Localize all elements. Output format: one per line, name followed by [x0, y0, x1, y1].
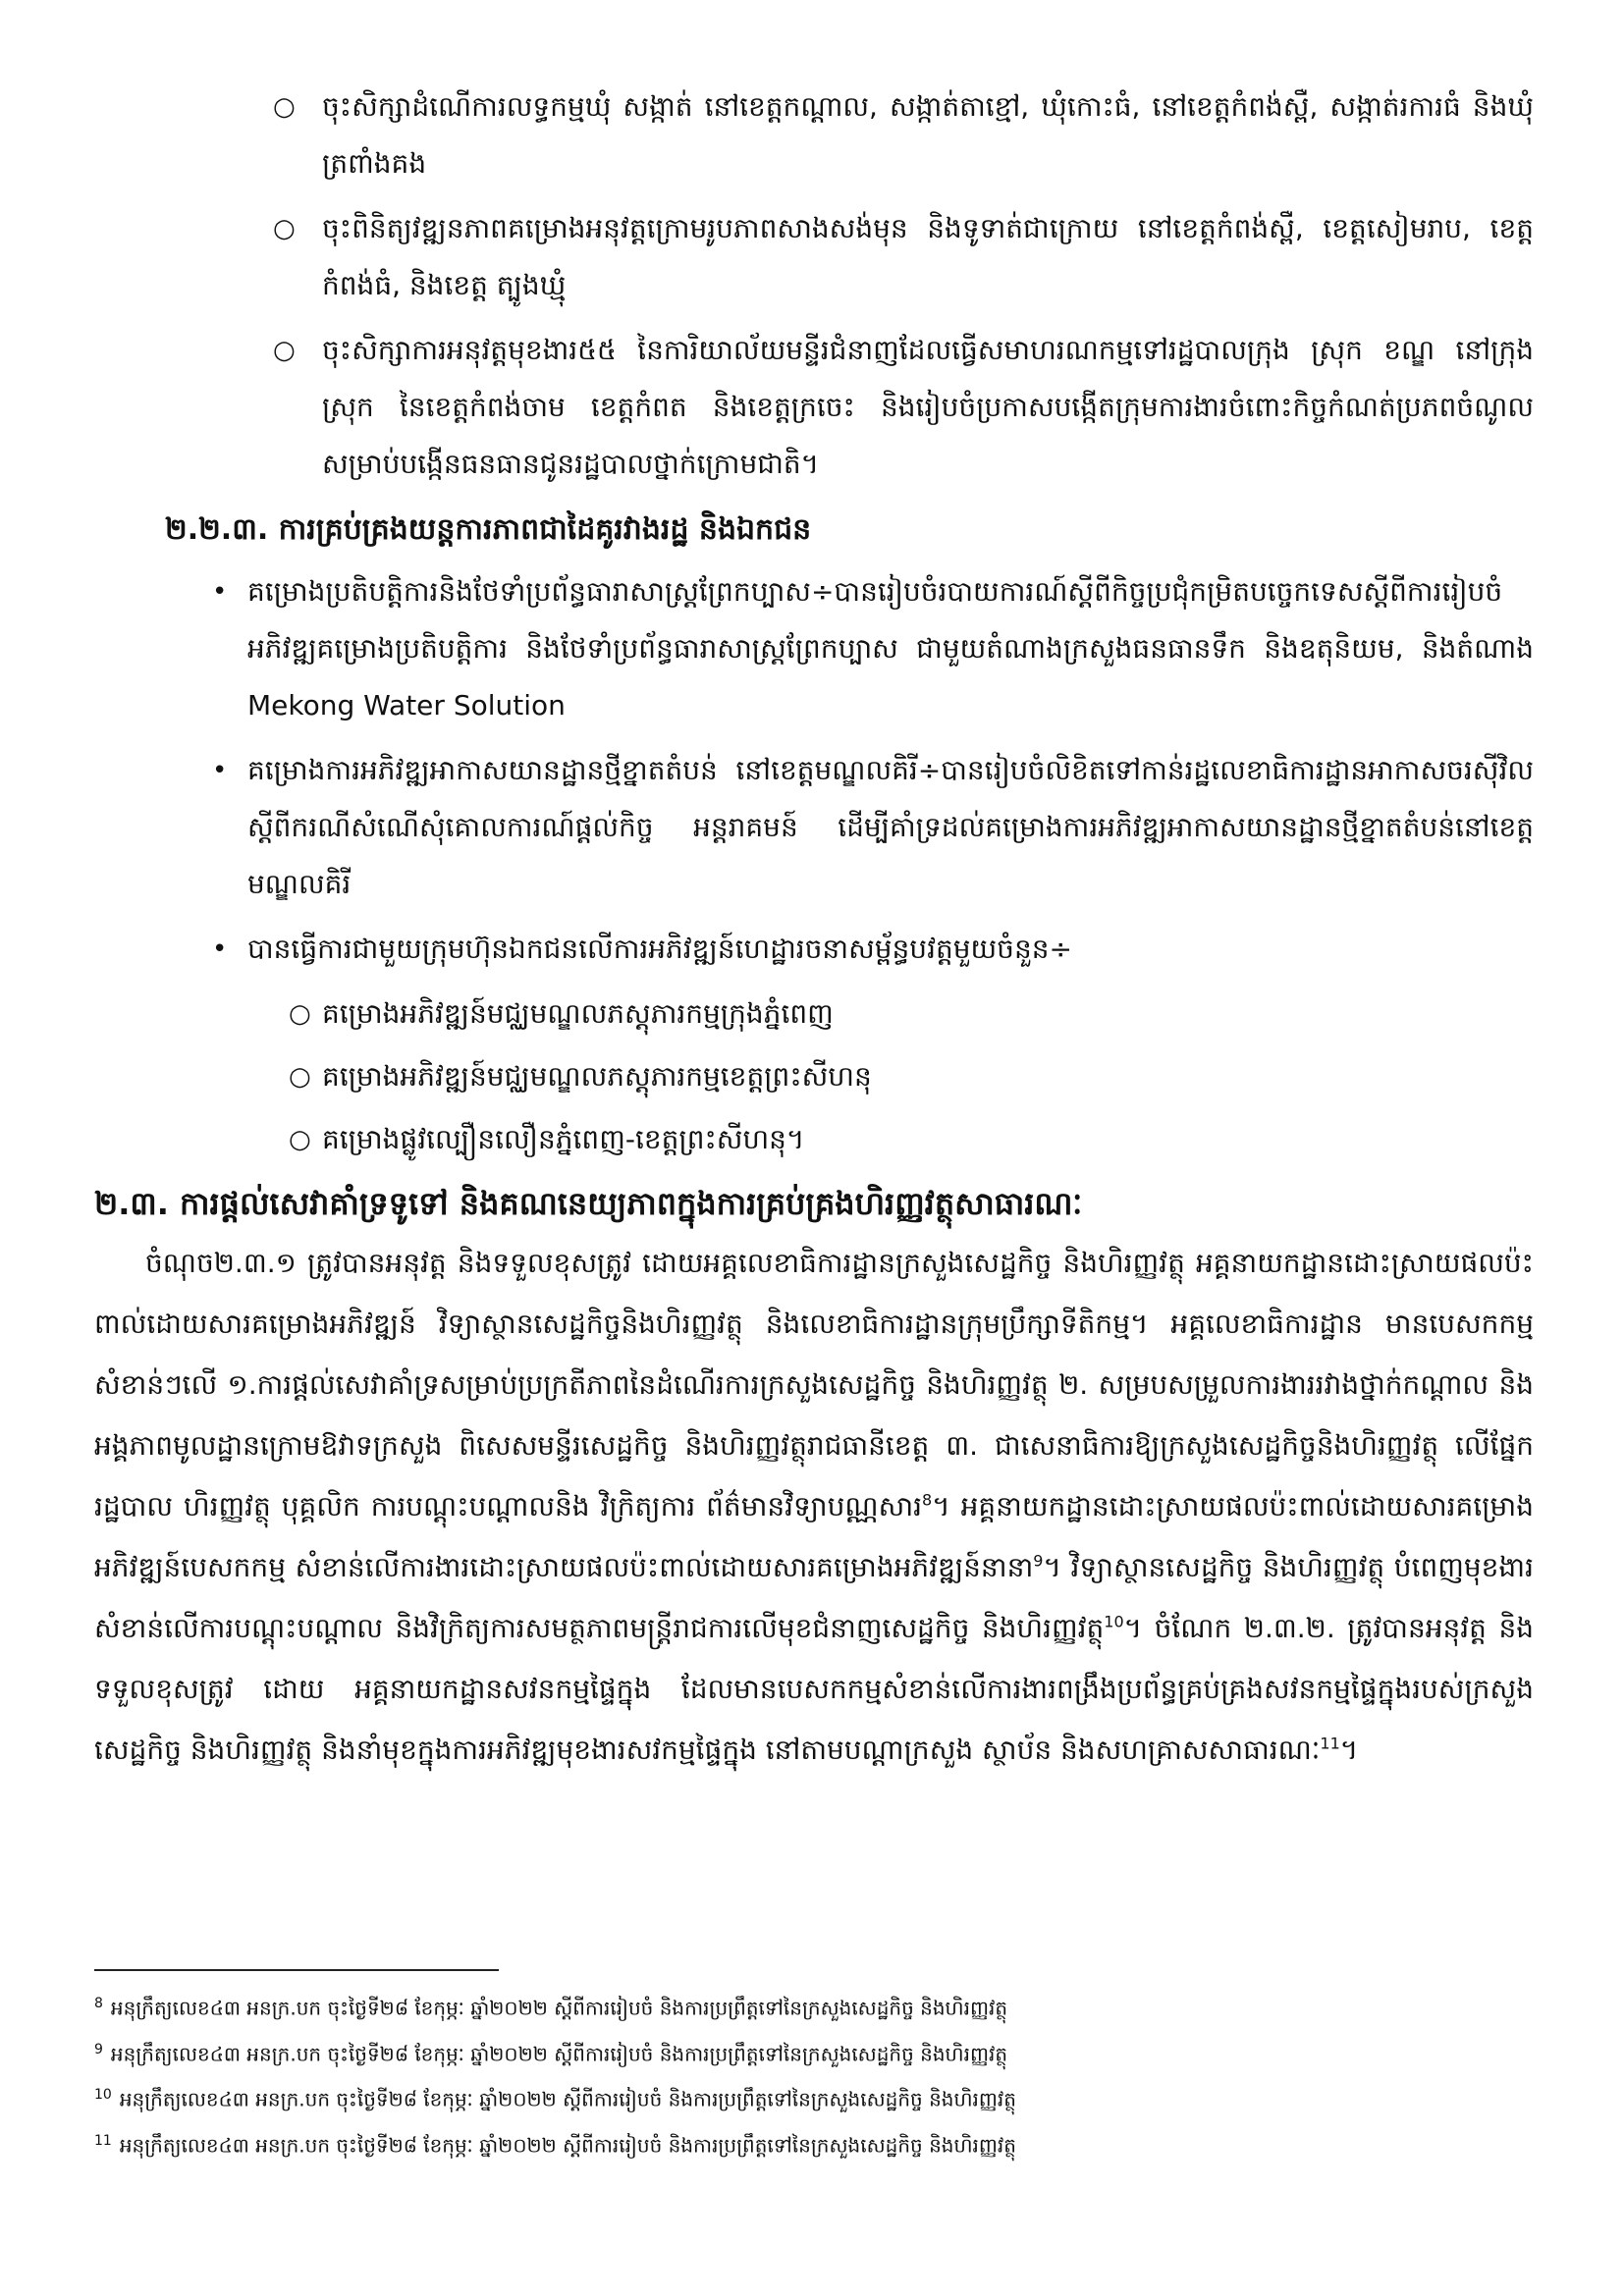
hollow-circle-icon: ○ — [273, 92, 296, 122]
list-item-circle — [165, 79, 1534, 192]
footnote-number: 8 — [94, 1996, 103, 2011]
section-heading-223: ២.២.៣. ការគ្រប់គ្រងយន្តការភាពជាដៃគូរវាងរដ្ឋ និងឯកជន — [165, 512, 812, 547]
list-item-text: ចុះសិក្សាការអនុវត្តមុខងារ៥៥ នៃការិយាល័យមន្ទីរជំនាញដែលធ្វើសមាហរណកម្មទៅរដ្ឋបាលក្រុង ស្រុក ខណ្ឌ នៅក្រុង ស្រុក នៃខេត្តកំពង់ចាម ខេត្តកំពត និងខេត្តក្រចេះ និងរៀបចំប្រកាសបង្កើតក្រុមការងារចំពោះកិច្ចកំណត់ប្រភពចំណូលសម្រាប់បង្កើនធនធានជូនរដ្ឋបាលថ្នាក់ក្រោមជាតិ។ — [322, 334, 1534, 480]
footnote-divider — [94, 1969, 499, 1971]
footnote-number: 11 — [94, 2132, 112, 2149]
footnote-ref-11[interactable]: 11 — [1320, 1734, 1340, 1753]
footnote-number: 9 — [94, 2041, 103, 2057]
list-item-text: គម្រោងប្រតិបត្តិការនិងថែទាំប្រព័ន្ធធារាសាស្ត្រព្រែកប្បាស÷បានរៀបចំរបាយការណ៍ស្តីពីកិច្ចប្រជុំកម្រិតបច្ចេកទេសស្តីពីការរៀបចំអភិវឌ្ឍគម្រោងប្រតិបត្តិការ និងថែទាំប្រព័ន្ធធារាសាស្ត្រព្រែកប្បាស ជាមួយតំណាងក្រសួងធនធានទឹក និងឧតុនិយម, និងតំណាង Mekong Water Solution — [247, 575, 1534, 721]
list-item-text: ចុះសិក្សាដំណើការលទ្ធកម្មឃុំ សង្កាត់ នៅខេត្តកណ្តាល, សង្កាត់តាខ្មៅ, ឃុំកោះធំ, នៅខេត្តកំពង់ស្ពឺ, សង្កាត់រការធំ និងឃុំត្រពាំងគង — [322, 90, 1534, 180]
sub-list-item-text: គម្រោងអភិវឌ្ឍន៍មជ្ឈមណ្ឌលភស្តុភារកម្មក្រុងភ្នំពេញ — [322, 997, 834, 1030]
list-item-text: បានធ្វើការជាមួយក្រុមហ៊ុនឯកជនលើការអភិវឌ្ឍន៍ហេដ្ឋារចនាសម្ព័ន្ធបវត្តមួយចំនួន÷ — [247, 933, 1072, 965]
footnote-item — [94, 2029, 1371, 2075]
list-item-bullet — [165, 742, 1534, 913]
footnote-text: អនុក្រឹត្យលេខ៤៣ អនក្រ.បក ចុះថ្ងៃទី២៨ ខែកុម្ភៈ ឆ្នាំ២០២២ ស្តីពីការរៀបចំ និងការប្រព្រឹត្តទៅនៃក្រសួងសេដ្ឋកិច្ច និងហិរញ្ញវត្ថុ — [110, 2042, 1008, 2066]
footnote-item — [94, 2074, 1371, 2120]
list-item-circle — [165, 322, 1534, 493]
sub-list-item-text: គម្រោងផ្លូវល្បឿនលឿនភ្នំពេញ-ខេត្តព្រះសីហនុ។ — [322, 1123, 805, 1155]
paragraph-text: ។ — [1339, 1734, 1359, 1766]
sub-list-item — [165, 986, 1534, 1042]
list-item-bullet — [165, 563, 1534, 734]
list-item-circle — [165, 200, 1534, 314]
footnote-ref-8[interactable]: 8 — [922, 1490, 933, 1510]
footnote-item — [94, 2120, 1371, 2166]
paragraph-text: ចំណុច២.៣.១ ត្រូវបានអនុវត្ត និងទទួលខុសត្រូវ ដោយអគ្គលេខាធិការដ្ឋានក្រសួងសេដ្ឋកិច្ច និងហិរញ្ញវត្ថុ អគ្គនាយកដ្ឋានដោះស្រាយផលប៉ះពាល់ដោយសារគម្រោងអភិវឌ្ឍន៍ វិទ្យាស្ថានសេដ្ឋកិច្ចនិងហិរញ្ញវត្ថុ និងលេខាធិការដ្ឋានក្រុមប្រឹក្សាទីតិកម្ម។ អគ្គលេខាធិការដ្ឋាន មានបេសកកម្មសំខាន់ៗលើ ១.ការផ្តល់សេវាគាំទ្រសម្រាប់ប្រក្រតីភាពនៃដំណើរការក្រសួងសេដ្ឋកិច្ច និងហិរញ្ញវត្ថុ ២. សម្របសម្រួលការងាររវាងថ្នាក់កណ្តាល និងអង្គភាពមូលដ្ឋានក្រោមឱវាទក្រសួង ពិសេសមន្ទីរសេដ្ឋកិច្ច និងហិរញ្ញវត្ថុរាជធានីខេត្ត ៣. ជាសេនាធិការឱ្យក្រសួងសេដ្ឋកិច្ចនិងហិរញ្ញវត្ថុ លើផ្នែករដ្ឋបាល ហិរញ្ញវត្ថុ បុគ្គលិក ការបណ្តុះបណ្តាលនិង វិក្រិត្យការ ព័ត៌មានវិទ្យាបណ្ណសារ — [94, 1247, 1534, 1522]
paragraph-text: ។ ចំណែក ២.៣.២. ត្រូវបានអនុវត្ត និងទទួលខុសត្រូវ ដោយ អគ្គនាយកដ្ឋានសវនកម្មផ្ទៃក្នុង ដែលមានបេសកកម្មសំខាន់លើការងារពង្រឹងប្រព័ន្ធគ្រប់គ្រងសវនកម្មផ្ទៃក្នុងរបស់ក្រសួងសេដ្ឋកិច្ច និងហិរញ្ញវត្ថុ និងនាំមុខក្នុងការអភិវឌ្ឍមុខងារសវកម្មផ្ទៃក្នុង នៅតាមបណ្តាក្រសួង ស្ថាប័ន និងសហគ្រាសសាធារណៈ — [94, 1612, 1535, 1766]
body-paragraph — [94, 1233, 1534, 1781]
list-item-text: ចុះពិនិត្យវឌ្ឍនភាពគម្រោងអនុវត្តក្រោមរូបភាពសាងសង់មុន និងទូទាត់ជាក្រោយ នៅខេត្តកំពង់ស្ពឺ, ខេត្តសៀមរាប, ខេត្តកំពង់ធំ, និងខេត្ត ត្បូងឃ្មុំ — [322, 212, 1534, 301]
document-body — [94, 79, 1535, 1781]
hollow-circle-icon: ○ — [273, 336, 296, 365]
footnote-text: អនុក្រឹត្យលេខ៤៣ អនក្រ.បក ចុះថ្ងៃទី២៨ ខែកុម្ភៈ ឆ្នាំ២០២២ ស្តីពីការរៀបចំ និងការប្រព្រឹត្តទៅនៃក្រសួងសេដ្ឋកិច្ច និងហិរញ្ញវត្ថុ — [119, 2087, 1016, 2111]
hollow-circle-icon: ○ — [289, 1062, 311, 1092]
footnote-ref-9[interactable]: 9 — [1033, 1551, 1044, 1571]
footnote-number: 10 — [94, 2087, 112, 2104]
sub-list-item — [165, 1111, 1534, 1168]
sub-list-item — [165, 1048, 1534, 1105]
footnote-ref-10[interactable]: 10 — [1104, 1612, 1124, 1631]
section-heading-23: ២.៣. ការផ្តល់សេវាគាំទ្រទូទៅ និងគណនេយ្យភាពក្នុងការគ្រប់គ្រងហិរញ្ញវត្ថុសាធារណៈ — [94, 1185, 1083, 1222]
sub-list — [165, 986, 1534, 1168]
sub-list-item-text: គម្រោងអភិវឌ្ឍន៍មជ្ឈមណ្ឌលភស្តុភារកម្មខេត្តព្រះសីហនុ — [322, 1060, 872, 1093]
paragraph-text: ។ វិទ្យាស្ថានសេដ្ឋកិច្ច និងហិរញ្ញវត្ថុ បំពេញមុខងារសំខាន់លើការបណ្តុះបណ្តាល និងវិក្រិត្យការសមត្ថភាពមន្ត្រីរាជការលើមុខជំនាញសេដ្ឋកិច្ច និងហិរញ្ញវត្ថុ — [94, 1551, 1534, 1644]
bullet-icon: • — [212, 577, 228, 607]
list-item-text: គម្រោងការអភិវឌ្ឍអាកាសយានដ្ឋានថ្មីខ្នាតតំបន់ នៅខេត្តមណ្ឌលគិរី÷បានរៀបចំលិខិតទៅកាន់រដ្ឋលេខាធិការដ្ឋានអាកាសចរស៊ីវិលស្តីពីករណីសំណើសុំគោលការណ៍ផ្តល់កិច្ច អន្តរាគមន៍ ដើម្បីគាំទ្រដល់គម្រោងការអភិវឌ្ឍអាកាសយានដ្ឋានថ្មីខ្នាតតំបន់នៅខេត្តមណ្ឌលគិរី — [247, 754, 1534, 900]
bullet-icon: • — [212, 756, 228, 785]
footnotes — [94, 1983, 1371, 2166]
footnote-item — [94, 1983, 1371, 2029]
hollow-circle-icon: ○ — [273, 214, 296, 243]
footnote-text: អនុក្រឹត្យលេខ៤៣ អនក្រ.បក ចុះថ្ងៃទី២៨ ខែកុម្ភៈ ឆ្នាំ២០២២ ស្តីពីការរៀបចំ និងការប្រព្រឹត្តទៅនៃក្រសួងសេដ្ឋកិច្ច និងហិរញ្ញវត្ថុ — [110, 1996, 1008, 2020]
paragraph-text: ។ អគ្គនាយកដ្ឋានដោះស្រាយផលប៉ះពាល់ដោយសារគម្រោងអភិវឌ្ឍន៍បេសកកម្ម សំខាន់លើការងារដោះស្រាយផលប៉ះពាល់ដោយសារគម្រោងអភិវឌ្ឍន៍នានា — [94, 1490, 1534, 1583]
list-item-bullet — [165, 921, 1534, 978]
footnote-text: អនុក្រឹត្យលេខ៤៣ អនក្រ.បក ចុះថ្ងៃទី២៨ ខែកុម្ភៈ ឆ្នាំ២០២២ ស្តីពីការរៀបចំ និងការប្រព្រឹត្តទៅនៃក្រសួងសេដ្ឋកិច្ច និងហិរញ្ញវត្ថុ — [119, 2133, 1016, 2158]
hollow-circle-icon: ○ — [289, 999, 311, 1029]
hollow-circle-icon: ○ — [289, 1125, 311, 1154]
bullet-icon: • — [212, 934, 228, 964]
